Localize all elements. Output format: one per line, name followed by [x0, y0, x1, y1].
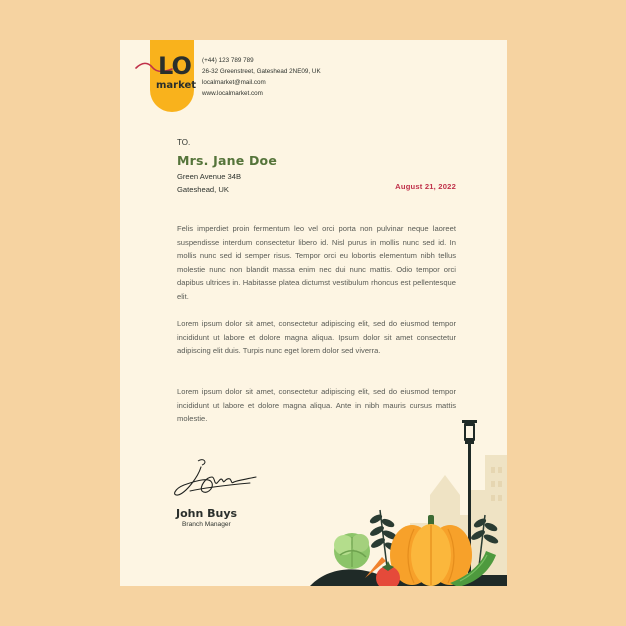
letterhead-page	[120, 40, 507, 586]
recipient-name: Mrs. Jane Doe	[177, 153, 277, 168]
recipient-street: Green Avenue 34B	[177, 172, 242, 181]
logo-wordmark: LO	[158, 52, 191, 80]
contact-website[interactable]: www.localmarket.com	[202, 90, 263, 97]
to-label: TO.	[177, 138, 191, 147]
body-paragraph: Lorem ipsum dolor sit amet, consectetur adipiscing elit, sed do eiusmod tempor incididunt ut labore et dolore magna aliqua. Ante in nibh mauris cursus mattis molestie.	[177, 387, 456, 423]
body-paragraph: Felis imperdiet proin fermentum leo vel orci porta non pulvinar neque laoreet suspendisse interdum consectetur libero id. Nisl purus in mollis nunc sed id. In mollis nunc sed id semper risus. Tempor orci eu lobortis elementum nibh tellus molestie nunc non blandit massa enim nec dui nunc mattis. Odio tempor orci dapibus ultrices in. Habitasse platea dictumst vestibulum rhoncus est pellentesque elit.	[177, 224, 456, 301]
signer-name: John Buys	[176, 507, 238, 520]
lettuce-icon	[334, 533, 370, 569]
contact-email[interactable]: localmarket@mail.com	[202, 79, 266, 86]
recipient-address	[177, 171, 241, 196]
logo-subtitle: market	[156, 80, 197, 91]
contact-phone: (+44) 123 789 789	[202, 57, 254, 64]
letter-date: August 21, 2022	[395, 182, 456, 191]
body-paragraph: Lorem ipsum dolor sit amet, consectetur adipiscing elit, sed do eiusmod tempor incididunt ut labore et dolore magna aliqua. Ipsum dolor sit amet consectetur adipiscing elit duis. Turpis nunc eget lorem dolor sed viverra.	[177, 319, 456, 355]
recipient-city: Gateshead, UK	[177, 184, 229, 194]
market-illustration	[310, 415, 507, 586]
signer-title: Branch Manager	[182, 521, 231, 528]
signature-image	[168, 455, 258, 505]
contact-block	[202, 55, 321, 99]
contact-address: 26-32 Greenstreet, Gateshead 2NE09, UK	[202, 68, 321, 75]
